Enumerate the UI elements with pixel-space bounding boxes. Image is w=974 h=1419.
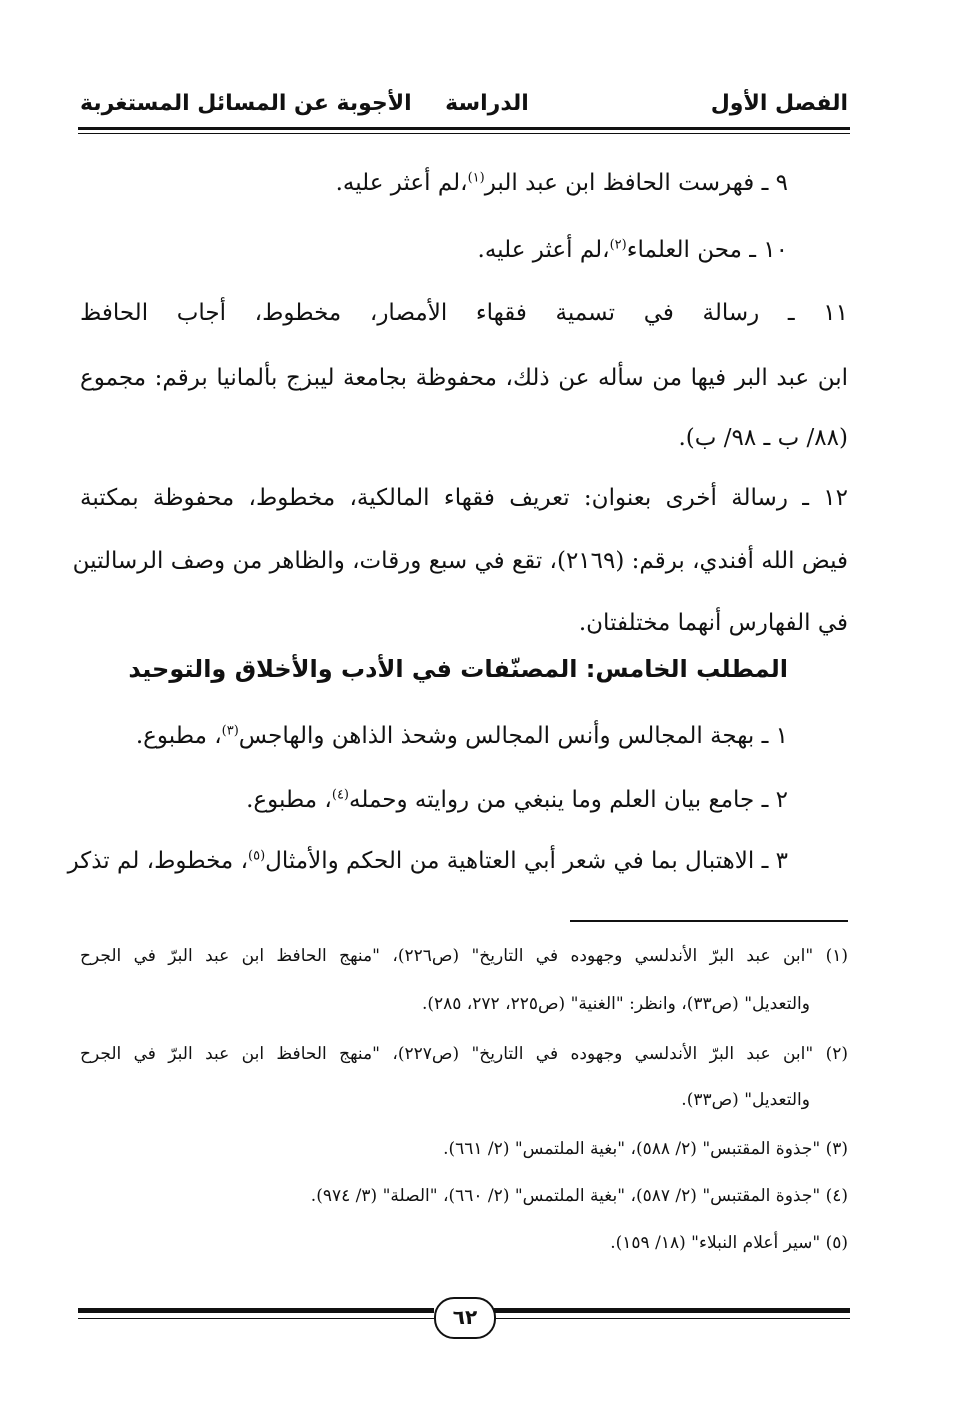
list-item-11-line-2: ابن عبد البر فيها من سأله عن ذلك، محفوظة بجامعة ليبزج بألمانيا برقم: مجموع [80,365,848,391]
footnote-1-line-2: والتعديل" (ص٣٣)، وانظر: "الغنية" (ص٢٢٥، ٢٧٢، ٢٨٥). [421,994,810,1014]
running-header-book-title: الأجوبة عن المسائل المستغربة [80,91,412,116]
footnote-ref-5: (٥) [248,848,266,864]
list-item-12-line-2: فيض الله أفندي، برقم: (٢١٦٩)، تقع في سبع ورقات، والظاهر من وصف الرسالتين [72,548,848,574]
header-rule-thin [78,133,850,134]
section-item-1: ١ ـ بهجة المجالس وأنس المجالس وشحذ الذاهن والهاجس$^{(٣)}$، مطبوع. [135,723,788,749]
footer-rule-left [78,1308,434,1313]
footnote-4: (٤) "جذوة المقتبس" (٢/ ٥٨٧)، "بغية الملتمس" (٢/ ٦٦٠)، "الصلة" (٣/ ٩٧٤). [310,1186,848,1206]
footnote-ref-2: (٢) [609,237,627,253]
section-item-3: ٣ ـ الاهتبال بما في شعر أبي العتاهية من الحكم والأمثال$^{(٥)}$، مخطوط، لم تذكر [67,848,788,874]
footer-rule-right-thin [494,1318,850,1319]
list-item-12-line-1: ١٢ ـ رسالة أخرى بعنوان: تعريف فقهاء المالكية، مخطوط، محفوظة بمكتبة [80,485,848,511]
page-number: ٦٢ [434,1297,496,1339]
footnote-1-line-1: (١) "ابن عبد البرّ الأندلسي وجهوده في التاريخ" (ص٢٢٦)، "منهج الحافظ ابن عبد البرّ في الجرح [80,946,849,966]
list-item-11-line-3: (٨٨/ ب ـ ٩٨/ ب). [678,425,848,451]
header-rule-thick [78,127,850,130]
footer-rule-left-thin [78,1318,434,1319]
footnote-ref-3: (٣) [221,723,239,739]
list-item-9: ٩ ـ فهرست الحافظ ابن عبد البر$^{(١)}$،لم أعثر عليه. [335,170,788,196]
running-header-chapter: الفصل الأول [710,91,848,116]
footnote-3: (٣) "جذوة المقتبس" (٢/ ٥٨٨)، "بغية الملتمس" (٢/ ٦٦١). [443,1139,848,1159]
footer-rule-right [494,1308,850,1313]
list-item-10: ١٠ ـ محن العلماء$^{(٢)}$،لم أعثر عليه. [477,237,788,263]
footnote-ref-1: (١) [467,170,485,186]
footnote-ref-4: (٤) [331,787,349,803]
list-item-11-line-1: ١١ ـ رسالة في تسمية فقهاء الأمصار، مخطوط، أجاب الحافظ [80,300,848,326]
footnote-5: (٥) "سير أعلام النبلاء" (١٨/ ١٥٩). [610,1233,848,1253]
section-heading: المطلب الخامس: المصنّفات في الأدب والأخلاق والتوحيد [128,655,788,683]
footnote-separator [570,920,848,922]
footnote-2-line-1: (٢) "ابن عبد البرّ الأندلسي وجهوده في التاريخ" (ص٢٢٧)، "منهج الحافظ ابن عبد البرّ في الجرح [80,1044,849,1064]
section-item-2: ٢ ـ جامع بيان العلم وما ينبغي من روايته وحمله$^{(٤)}$، مطبوع. [246,787,788,813]
running-header-section: الدراسة [445,91,529,116]
list-item-12-line-3: في الفهارس أنهما مختلفتان. [578,610,848,636]
footnote-2-line-2: والتعديل" (ص٣٣). [681,1090,810,1110]
